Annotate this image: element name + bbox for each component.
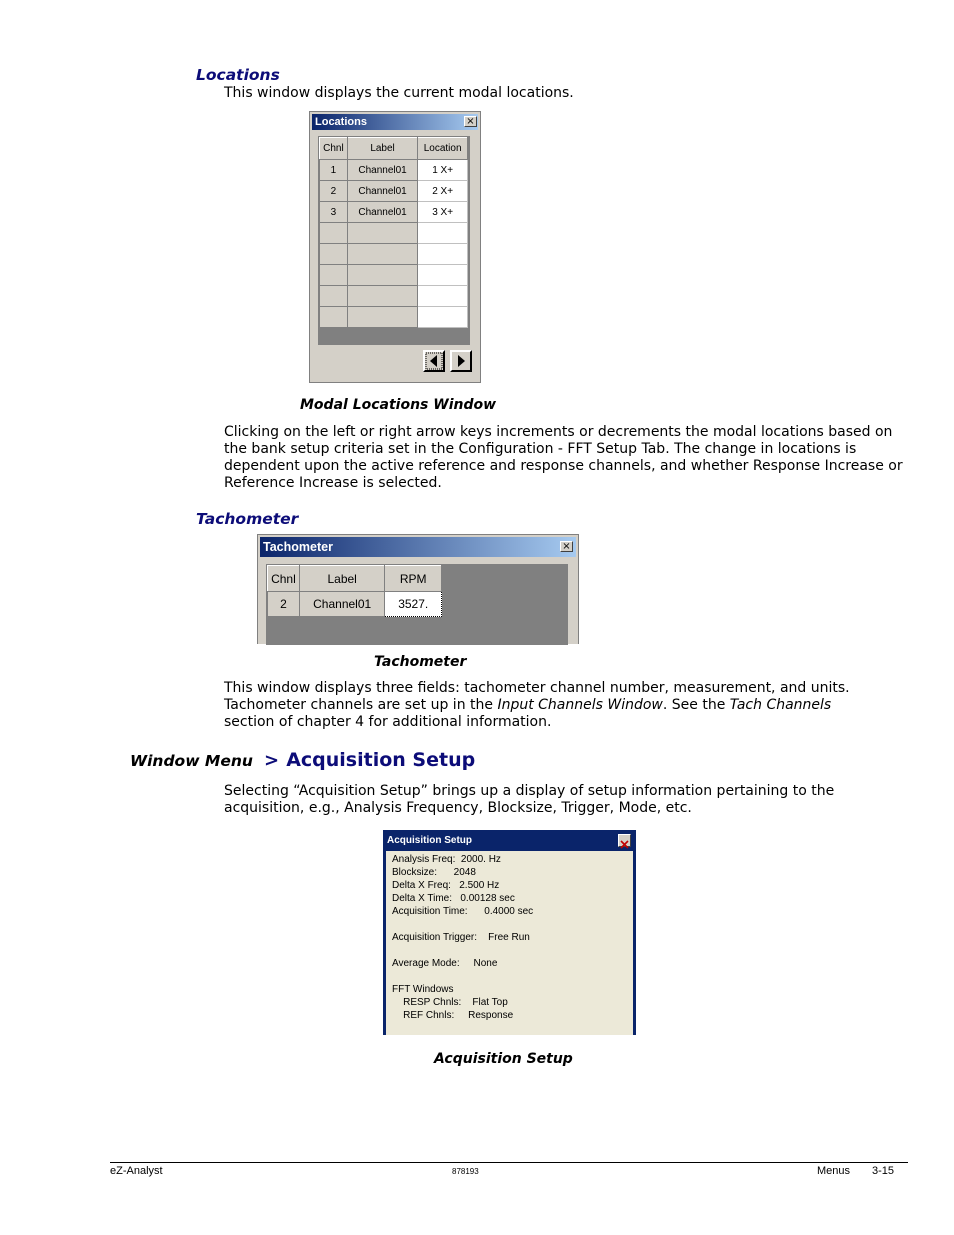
tachometer-title-bar bbox=[260, 537, 576, 557]
section-heading-locations: Locations bbox=[196, 66, 280, 84]
table-row bbox=[320, 160, 468, 181]
table-row bbox=[268, 592, 442, 617]
setup-line: FFT Windows bbox=[392, 984, 454, 995]
arrow-right-icon bbox=[452, 352, 470, 370]
heading-separator: > bbox=[264, 750, 280, 771]
cell-chnl: 3 bbox=[320, 202, 348, 223]
cell-rpm[interactable]: 3527. bbox=[385, 592, 442, 617]
paragraph-line: This window displays three fields: tachometer channel number, measurement, and units. bbox=[224, 680, 850, 696]
footer-section: Menus bbox=[817, 1165, 851, 1177]
table-row bbox=[320, 181, 468, 202]
cell-location[interactable] bbox=[418, 244, 468, 265]
setup-line: Blocksize: 2048 bbox=[392, 867, 476, 878]
heading-window-menu: Window Menu bbox=[130, 752, 253, 770]
footer-product: eZ-Analyst bbox=[110, 1165, 163, 1177]
close-button[interactable] bbox=[618, 834, 631, 847]
arrow-left-icon bbox=[425, 352, 443, 370]
setup-line: Delta X Time: 0.00128 sec bbox=[392, 893, 515, 904]
close-icon bbox=[619, 839, 630, 850]
table-row bbox=[320, 223, 468, 244]
paragraph-line bbox=[224, 697, 850, 714]
acquisition-window-title: Acquisition Setup bbox=[387, 835, 472, 846]
table-row bbox=[320, 307, 468, 328]
close-icon[interactable]: × bbox=[560, 541, 573, 552]
locations-window-title: Locations bbox=[315, 116, 367, 128]
cell-location[interactable] bbox=[418, 307, 468, 328]
cell-label bbox=[347, 223, 417, 244]
cell-label: Channel01 bbox=[347, 181, 417, 202]
table-row bbox=[320, 286, 468, 307]
section-heading-tachometer: Tachometer bbox=[196, 510, 299, 528]
locations-intro: This window displays the current modal locations. bbox=[224, 85, 574, 101]
setup-line: Average Mode: None bbox=[392, 958, 498, 969]
cell-label bbox=[347, 244, 417, 265]
tachometer-window bbox=[257, 534, 579, 644]
locations-paragraph bbox=[224, 424, 903, 492]
close-icon[interactable]: × bbox=[464, 116, 477, 127]
cell-chnl bbox=[320, 286, 348, 307]
paragraph-line: Clicking on the left or right arrow keys increments or decrements the modal locations based on bbox=[224, 424, 893, 440]
cell-chnl bbox=[320, 265, 348, 286]
cell-location[interactable]: 2 X+ bbox=[418, 181, 468, 202]
footer-page-number: 3-15 bbox=[872, 1165, 895, 1177]
emphasis-input-channels: Input Channels Window bbox=[497, 697, 663, 713]
table-row bbox=[320, 265, 468, 286]
acquisition-paragraph bbox=[224, 783, 834, 817]
cell-chnl: 2 bbox=[268, 592, 300, 617]
acquisition-info-panel bbox=[386, 851, 633, 1035]
cell-chnl bbox=[320, 223, 348, 244]
caption-modal-locations: Modal Locations Window bbox=[300, 397, 497, 413]
footer-doc-number: 878193 bbox=[452, 1167, 479, 1176]
text-run: . See the bbox=[662, 697, 730, 713]
paragraph-line: section of chapter 4 for additional information. bbox=[224, 714, 552, 730]
paragraph-line: Selecting “Acquisition Setup” brings up a display of setup information pertaining to the bbox=[224, 783, 835, 799]
paragraph-line: acquisition, e.g., Analysis Frequency, Blocksize, Trigger, Mode, etc. bbox=[224, 800, 692, 816]
caption-acquisition-setup: Acquisition Setup bbox=[434, 1051, 573, 1067]
setup-line: RESP Chnls: Flat Top bbox=[392, 997, 508, 1008]
acquisition-setup-window bbox=[383, 830, 636, 1035]
column-header-chnl[interactable]: Chnl bbox=[268, 566, 300, 592]
cell-label bbox=[347, 265, 417, 286]
cell-label bbox=[347, 307, 417, 328]
setup-line: Delta X Freq: 2.500 Hz bbox=[392, 880, 500, 891]
cell-label bbox=[347, 286, 417, 307]
section-heading-acquisition bbox=[130, 749, 475, 771]
cell-chnl bbox=[320, 307, 348, 328]
paragraph-line: the bank setup criteria set in the Configuration - FFT Setup Tab. The change in locations is bbox=[224, 441, 857, 457]
column-header-label[interactable]: Label bbox=[299, 566, 385, 592]
cell-label: Channel01 bbox=[347, 202, 417, 223]
cell-chnl bbox=[320, 244, 348, 265]
caption-tachometer: Tachometer bbox=[374, 654, 467, 670]
table-row bbox=[320, 202, 468, 223]
cell-location[interactable] bbox=[418, 223, 468, 244]
column-header-rpm[interactable]: RPM bbox=[385, 566, 442, 592]
footer-rule bbox=[110, 1162, 908, 1163]
paragraph-line: Reference Increase is selected. bbox=[224, 475, 442, 491]
locations-table bbox=[319, 137, 468, 328]
setup-line: Acquisition Time: 0.4000 sec bbox=[392, 906, 534, 917]
table-row bbox=[320, 244, 468, 265]
cell-location[interactable]: 1 X+ bbox=[418, 160, 468, 181]
next-location-button[interactable] bbox=[450, 350, 472, 372]
column-header-chnl[interactable]: Chnl bbox=[320, 138, 348, 160]
column-header-location[interactable]: Location bbox=[418, 138, 468, 160]
cell-chnl: 2 bbox=[320, 181, 348, 202]
text-run: Tachometer channels are set up in the bbox=[224, 697, 498, 713]
emphasis-tach-channels: Tach Channels bbox=[729, 697, 832, 713]
locations-window bbox=[309, 111, 481, 383]
heading-acquisition-setup: Acquisition Setup bbox=[286, 749, 476, 771]
setup-line: Acquisition Trigger: Free Run bbox=[392, 932, 530, 943]
cell-label: Channel01 bbox=[299, 592, 385, 617]
tachometer-window-title: Tachometer bbox=[263, 540, 333, 554]
locations-title-bar bbox=[312, 114, 478, 130]
setup-line: REF Chnls: Response bbox=[392, 1010, 514, 1021]
column-header-label[interactable]: Label bbox=[347, 138, 417, 160]
cell-chnl: 1 bbox=[320, 160, 348, 181]
tachometer-paragraph bbox=[224, 680, 850, 731]
setup-line: Analysis Freq: 2000. Hz bbox=[392, 854, 501, 865]
previous-location-button[interactable] bbox=[423, 350, 445, 372]
cell-location[interactable] bbox=[418, 286, 468, 307]
cell-location[interactable] bbox=[418, 265, 468, 286]
cell-location[interactable]: 3 X+ bbox=[418, 202, 468, 223]
tachometer-table bbox=[267, 565, 442, 617]
cell-label: Channel01 bbox=[347, 160, 417, 181]
paragraph-line: dependent upon the active reference and response channels, and whether Response Increase or bbox=[224, 458, 903, 474]
